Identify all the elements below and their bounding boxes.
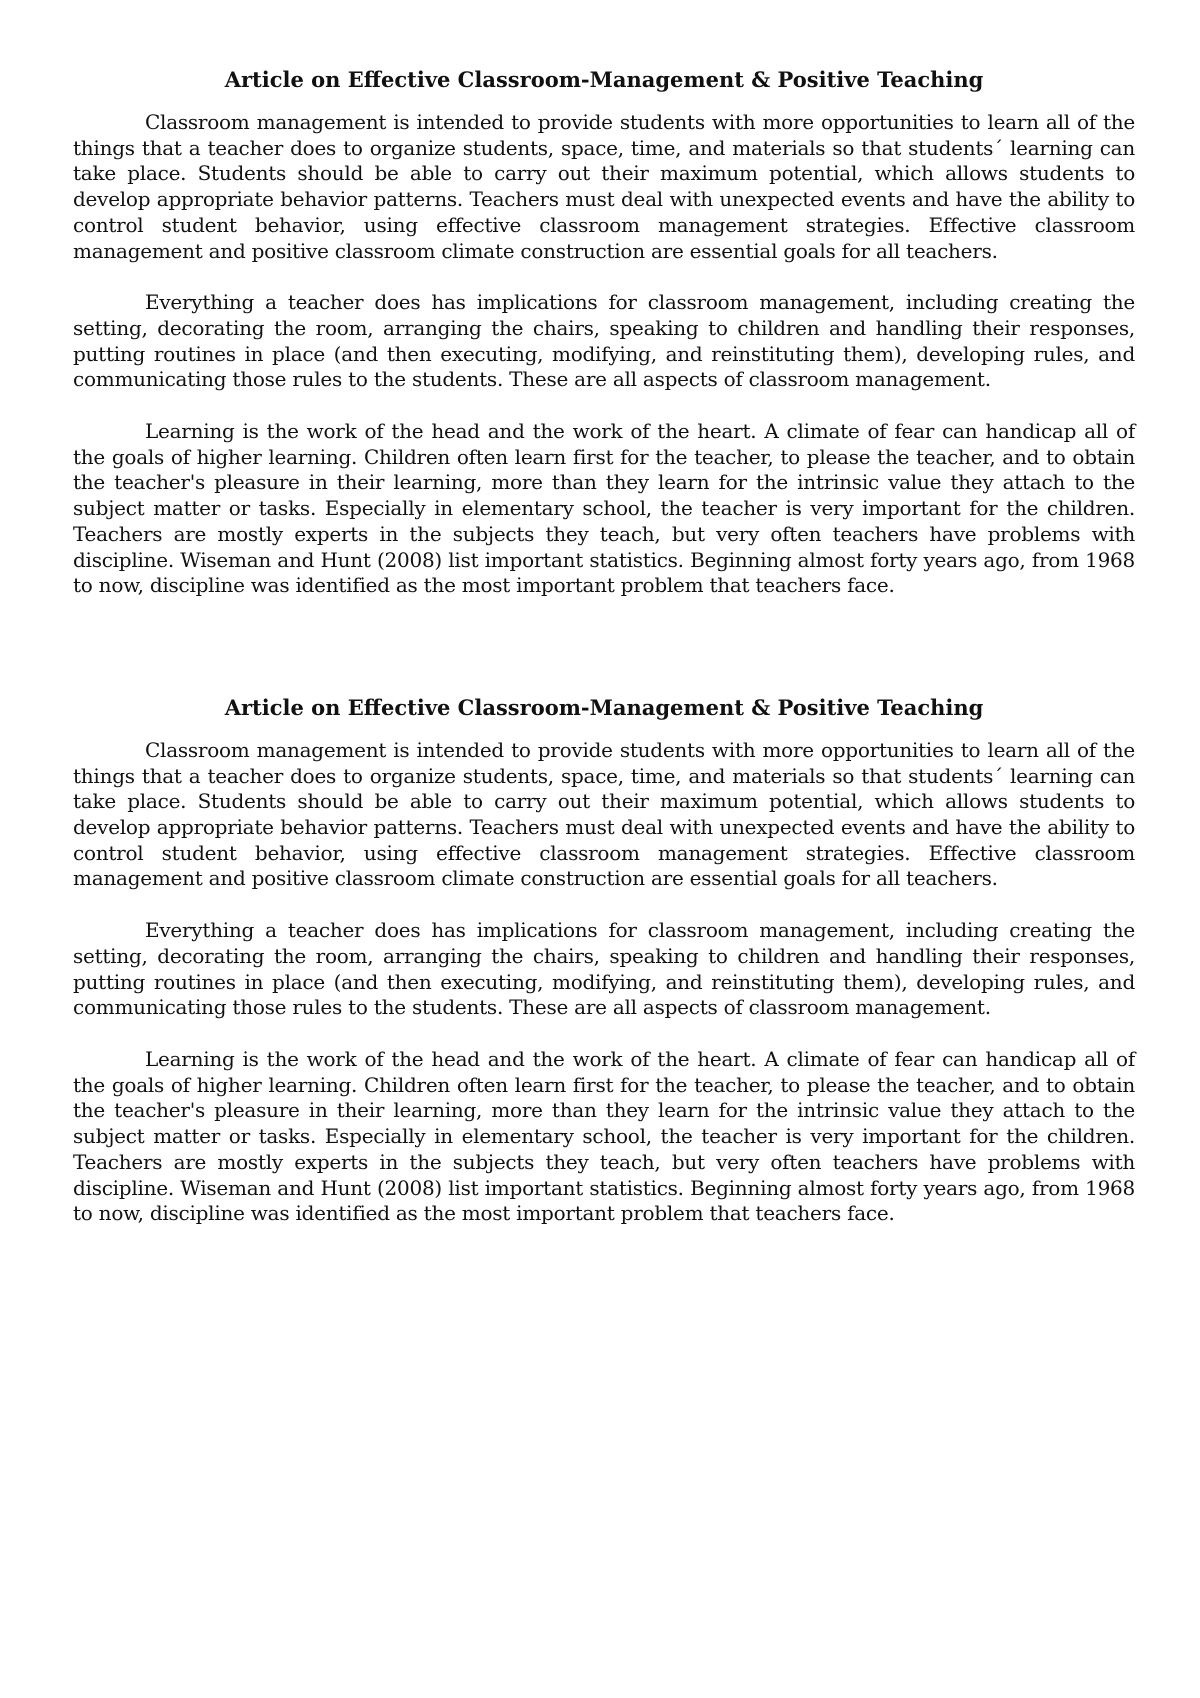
- article-1: [73, 60, 1135, 599]
- paragraph-classroom-management: Classroom management is intended to provide students with more opportunities to learn all of the things that a teacher does to organize students, space, time, and materials so that students´ learning can take place. Students should be able to carry out their maximum potential, which allows students to develop appropriate behavior patterns. Teachers must deal with unexpected events and have the ability to control student behavior, using effective classroom management strategies. Effective classroom management and positive classroom climate construction are essential goals for all teachers.: [73, 737, 1135, 891]
- paragraph-teacher-implications: Everything a teacher does has implications for classroom management, including creating the setting, decorating the room, arranging the chairs, speaking to children and handling their responses, putting routines in place (and then executing, modifying, and reinstituting them), developing rules, and communicating those rules to the students. These are all aspects of classroom management.: [73, 918, 1135, 1020]
- paragraph-classroom-management: Classroom management is intended to provide students with more opportunities to learn all of the things that a teacher does to organize students, space, time, and materials so that students´ learning can take place. Students should be able to carry out their maximum potential, which allows students to develop appropriate behavior patterns. Teachers must deal with unexpected events and have the ability to control student behavior, using effective classroom management strategies. Effective classroom management and positive classroom climate construction are essential goals for all teachers.: [73, 110, 1135, 263]
- article-title: Article on Effective Classroom-Management & Positive Teaching: [224, 67, 984, 92]
- paragraph-teacher-implications: Everything a teacher does has implications for classroom management, including creating the setting, decorating the room, arranging the chairs, speaking to children and handling their responses, putting routines in place (and then executing, modifying, and reinstituting them), developing rules, and communicating those rules to the students. These are all aspects of classroom management.: [73, 290, 1135, 392]
- article-2: [73, 688, 1135, 1227]
- paragraph-learning-head-heart: Learning is the work of the head and the work of the heart. A climate of fear can handicap all of the goals of higher learning. Children often learn first for the teacher, to please the teacher, and to obtain the teacher's pleasure in their learning, more than they learn for the intrinsic value they attach to the subject matter or tasks. Especially in elementary school, the teacher is very important for the children. Teachers are mostly experts in the subjects they teach, but very often teachers have problems with discipline. Wiseman and Hunt (2008) list important statistics. Beginning almost forty years ago, from 1968 to now, discipline was identified as the most important problem that teachers face.: [73, 419, 1135, 598]
- paragraph-learning-head-heart: Learning is the work of the head and the work of the heart. A climate of fear can handicap all of the goals of higher learning. Children often learn first for the teacher, to please the teacher, and to obtain the teacher's pleasure in their learning, more than they learn for the intrinsic value they attach to the subject matter or tasks. Especially in elementary school, the teacher is very important for the children. Teachers are mostly experts in the subjects they teach, but very often teachers have problems with discipline. Wiseman and Hunt (2008) list important statistics. Beginning almost forty years ago, from 1968 to now, discipline was identified as the most important problem that teachers face.: [73, 1046, 1135, 1226]
- article-title: Article on Effective Classroom-Management & Positive Teaching: [224, 694, 984, 720]
- document-page: [73, 60, 1135, 1227]
